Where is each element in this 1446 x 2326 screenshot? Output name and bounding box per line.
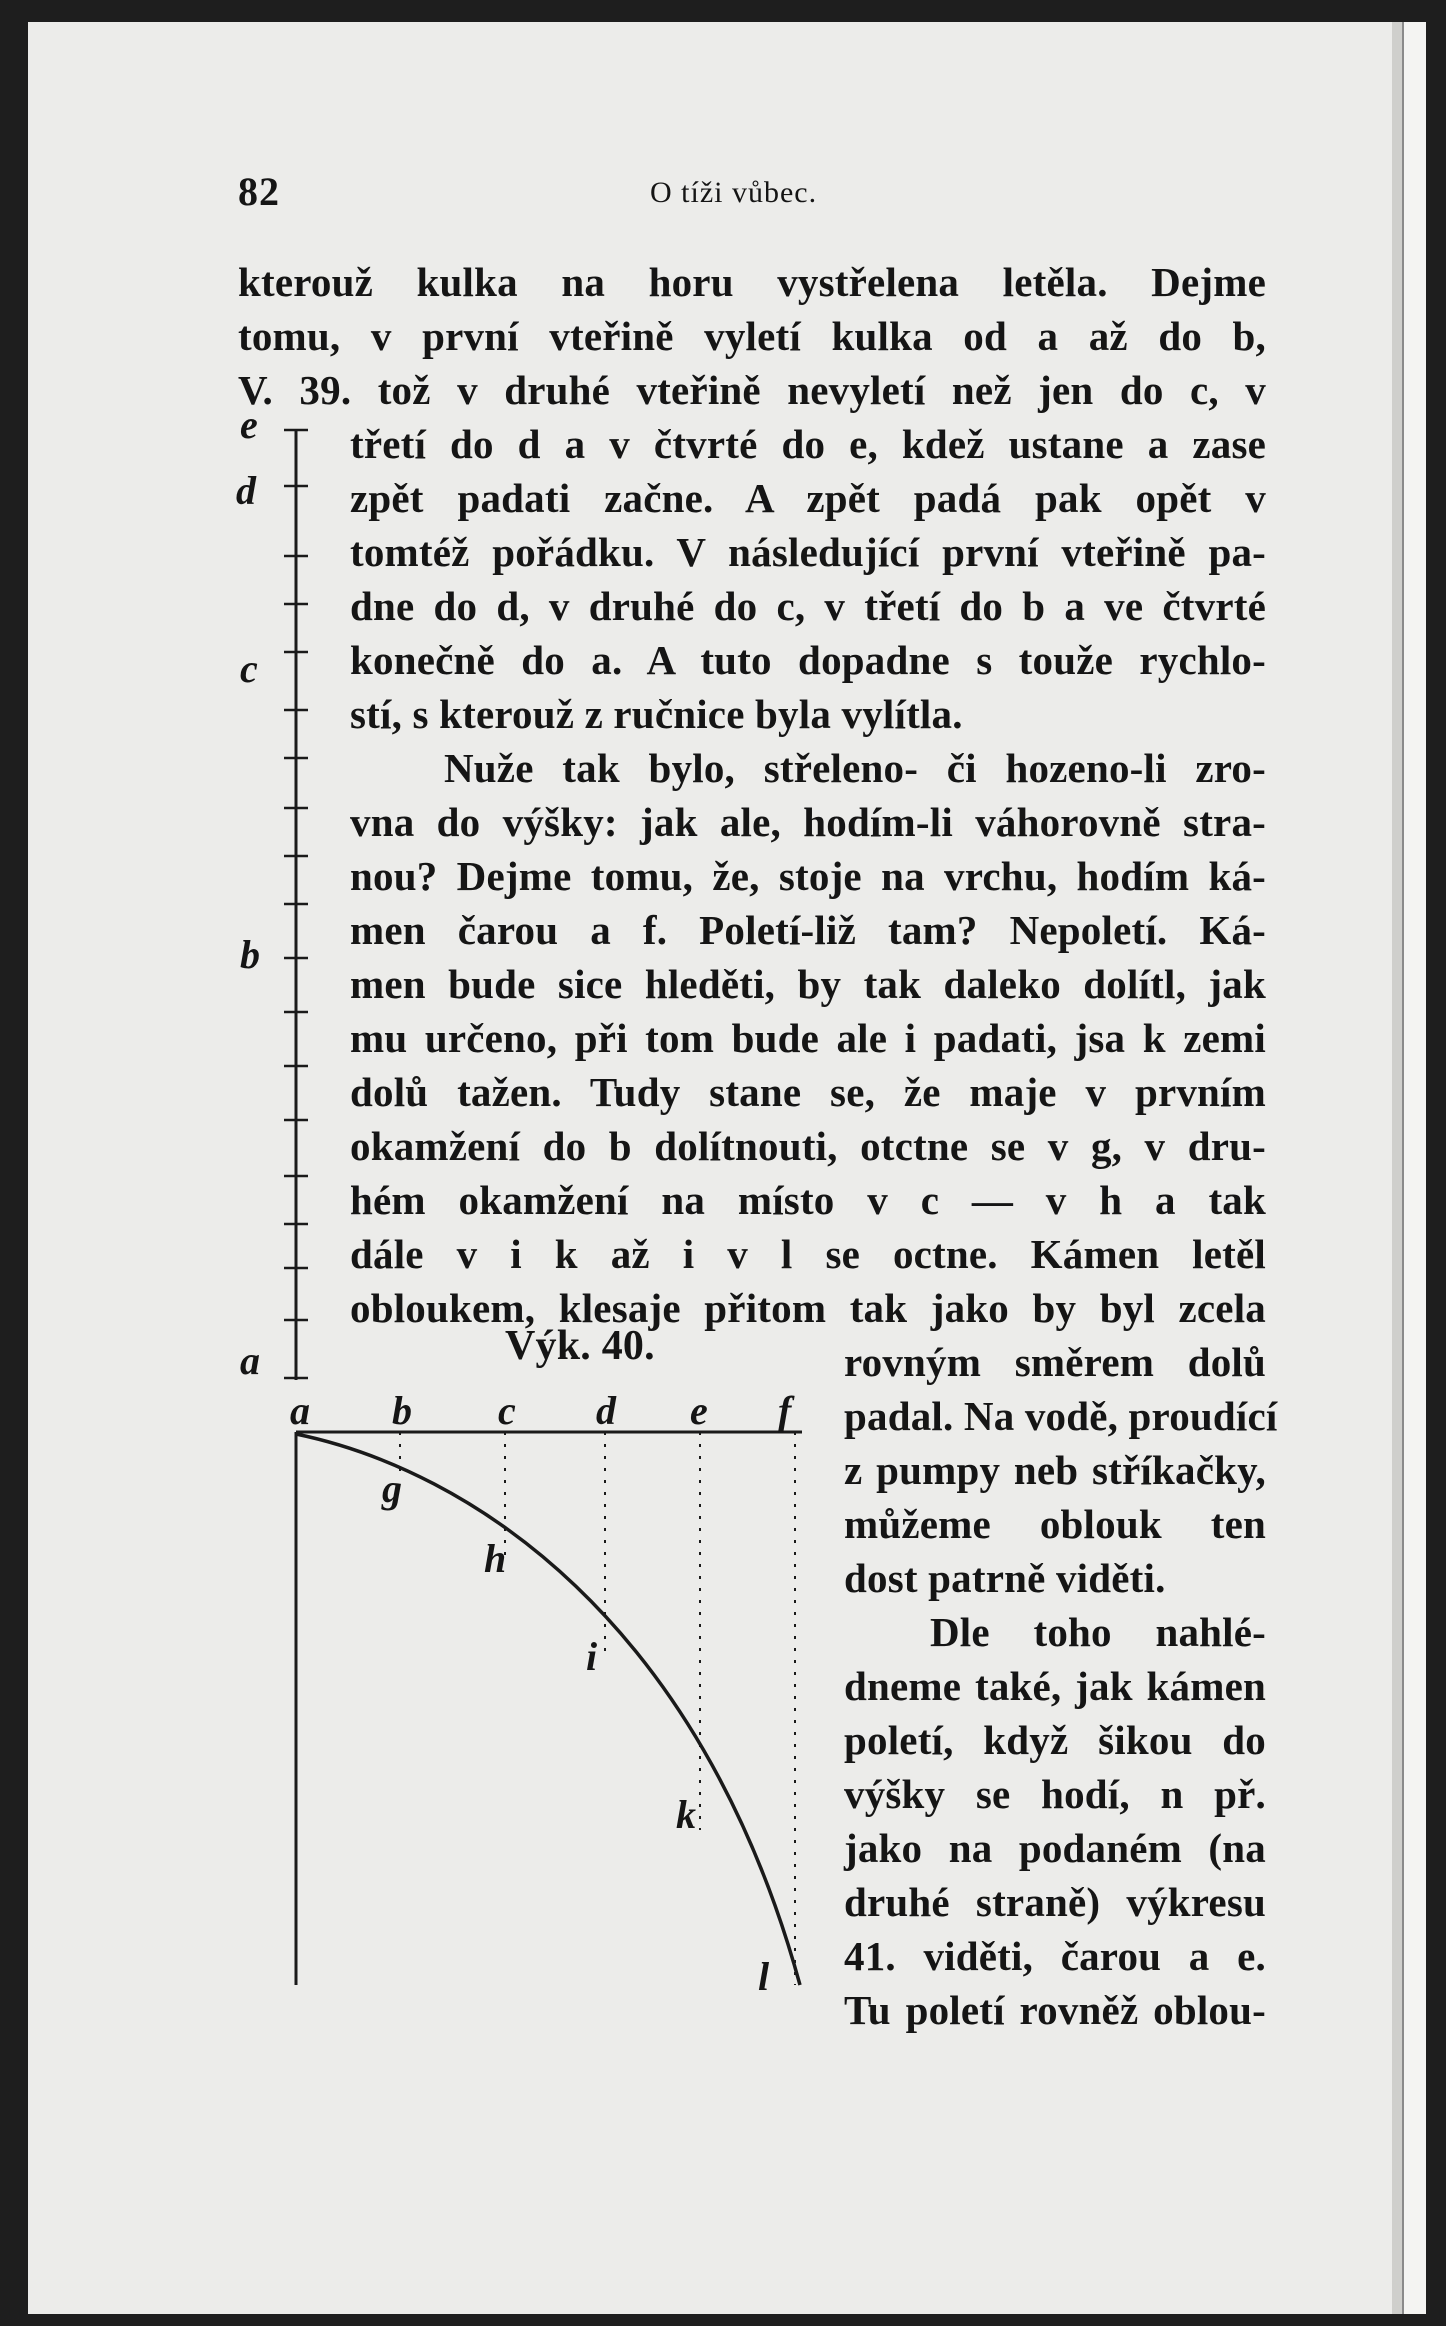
text-line: men čarou a f. Poletí-liž tam? Nepoletí. Ká- (350, 907, 1266, 953)
label-d: d (236, 468, 256, 513)
text-line: 41. viděti, čarou a e. (844, 1933, 1266, 1979)
label-l: l (758, 1954, 770, 1999)
text-line: dost patrně viděti. (844, 1555, 1166, 1601)
trajectory-curve (296, 1434, 800, 1985)
text-line: dále v i k až i v l se octne. Kámen letěl (350, 1231, 1266, 1277)
text-line: třetí do d a v čtvrté do e, kdež ustane a zase (350, 421, 1266, 467)
label-a: a (240, 1338, 260, 1383)
figure-39 (284, 430, 308, 1380)
text-line: dne do d, v druhé do c, v třetí do b a ve čtvrté (350, 583, 1266, 629)
running-title: O tíži vůbec. (650, 176, 818, 209)
text-line: okamžení do b dolítnouti, otctne se v g, v dru- (350, 1123, 1266, 1169)
text-line: konečně do a. A tuto dopadne s touže rychlo- (350, 637, 1266, 683)
text-line: zpět padati začne. A zpět padá pak opět v (350, 475, 1266, 521)
text-line: výšky se hodí, n př. (844, 1771, 1266, 1817)
label-h: h (484, 1536, 507, 1581)
label-a: a (290, 1388, 310, 1433)
text-line: tomu, v první vteřině vyletí kulka od a až do b, (238, 313, 1266, 359)
label-c: c (240, 646, 258, 691)
text-line: stí, s kterouž z ručnice byla vylítla. (350, 691, 963, 737)
label-i: i (586, 1634, 598, 1679)
text-line: poletí, když šikou do (844, 1717, 1266, 1763)
text-line: jako na podaném (na (844, 1825, 1266, 1871)
label-c: c (498, 1388, 516, 1433)
label-e: e (690, 1388, 708, 1433)
label-b: b (392, 1388, 412, 1433)
label-g: g (382, 1466, 402, 1511)
figure-40-labels (290, 1388, 795, 1999)
label-b: b (240, 932, 260, 977)
text-line: z pumpy neb stříkačky, (844, 1447, 1266, 1493)
label-k: k (676, 1792, 696, 1837)
label-d: d (596, 1388, 616, 1433)
label-e: e (240, 402, 258, 447)
text-line: kterouž kulka na horu vystřelena letěla. Dejme (238, 259, 1266, 305)
text-line: obloukem, klesaje přitom tak jako by byl zcela (350, 1285, 1266, 1331)
text-line: mu určeno, při tom bude ale i padati, jsa k zemi (350, 1015, 1266, 1061)
text-line: nou? Dejme tomu, že, stoje na vrchu, hodím ká- (350, 853, 1266, 899)
figure-39-labels (236, 402, 260, 1383)
page-number: 82 (238, 169, 280, 214)
text-line: V. 39. tož v druhé vteřině nevyletí než jen do c, v (238, 367, 1266, 413)
label-f: f (778, 1388, 792, 1433)
text-line: Nuže tak bylo, střeleno- či hozeno-li zro- (444, 745, 1266, 791)
text-line: vna do výšky: jak ale, hodím-li váhorovně stra- (350, 799, 1266, 845)
figure-40-caption: Výk. 40. (505, 1323, 655, 1369)
text-line: můžeme oblouk ten (844, 1501, 1266, 1547)
text-line: padal. Na vodě, proudící (844, 1393, 1278, 1439)
text-line: rovným směrem dolů (844, 1339, 1266, 1385)
drop-lines (400, 1432, 795, 1985)
text-line: dneme také, jak kámen (844, 1663, 1266, 1709)
figure-40 (296, 1432, 802, 1985)
text-line: tomtéž pořádku. V následující první vteřině pa- (350, 529, 1266, 575)
text-line: Tu poletí rovněž oblou- (844, 1987, 1266, 2033)
text-line: Dle toho nahlé- (930, 1609, 1266, 1655)
text-line: dolů tažen. Tudy stane se, že maje v prvním (350, 1069, 1266, 1115)
text-line: druhé straně) výkresu (844, 1879, 1266, 1925)
text-line: men bude sice hleděti, by tak daleko dolítl, jak (350, 961, 1266, 1007)
text-line: hém okamžení na místo v c — v h a tak (350, 1177, 1266, 1223)
